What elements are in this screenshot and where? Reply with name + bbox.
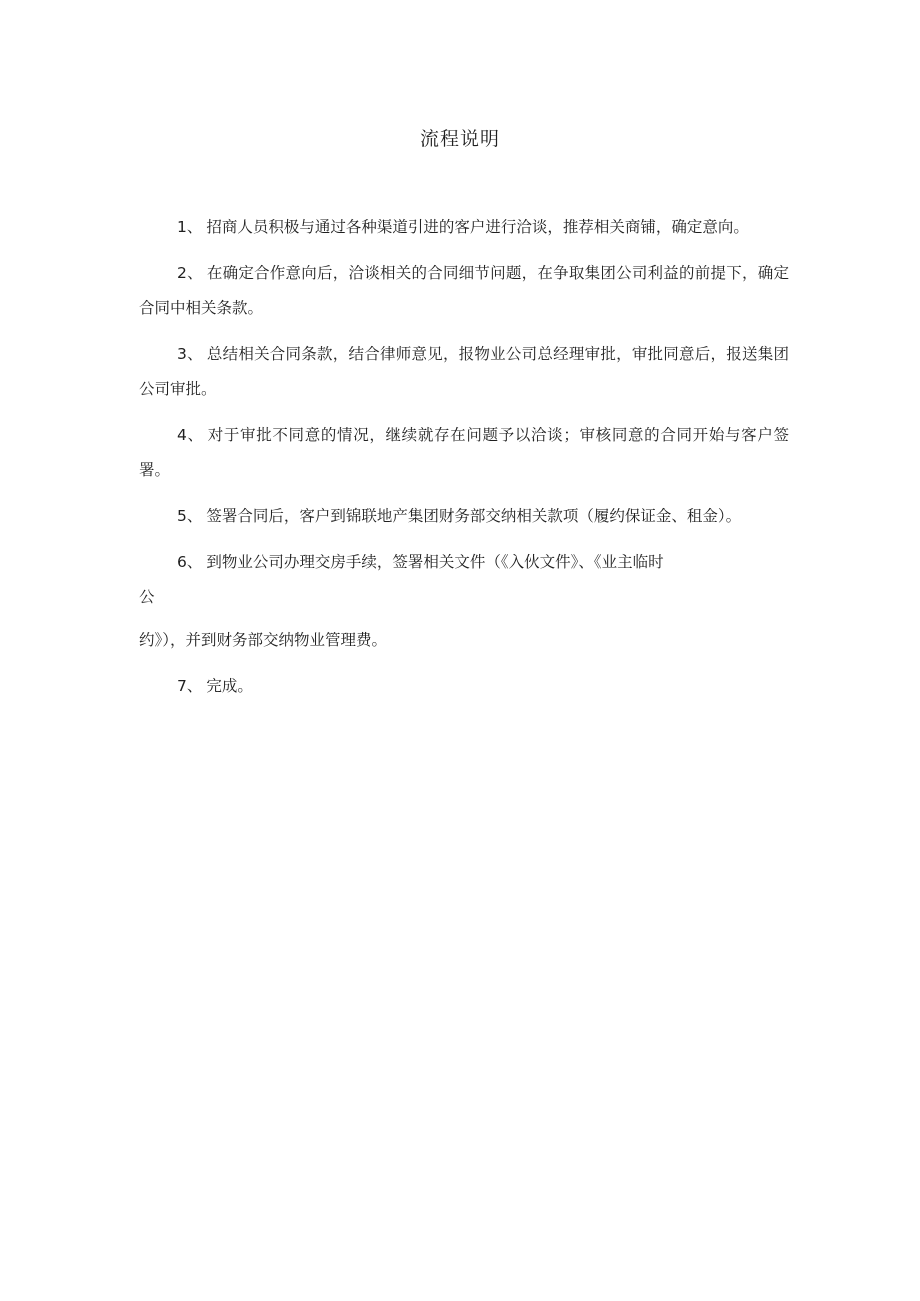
step-paragraph-6 [139, 545, 789, 658]
step-text: 总结相关合同条款，结合律师意见，报物业公司总经理审批，审批同意后，报送集团公司审批。 [139, 345, 789, 398]
document-body [139, 210, 789, 715]
step-paragraph-2 [139, 256, 789, 326]
step-line-1 [139, 545, 789, 580]
step-paragraph-4 [139, 418, 789, 488]
step-number: 2、 [177, 264, 203, 282]
step-number: 6、 [177, 553, 203, 571]
step-number: 7、 [177, 677, 203, 695]
step-paragraph-3 [139, 337, 789, 407]
step-paragraph-5 [139, 499, 789, 534]
step-number: 3、 [177, 345, 203, 363]
step-number: 5、 [177, 507, 203, 525]
document-title: 流程说明 [419, 128, 500, 150]
step-text: 签署合同后，客户到锦联地产集团财务部交纳相关款项（履约保证金、租金）。 [206, 507, 742, 525]
step-text: 对于审批不同意的情况，继续就存在问题予以洽谈；审核同意的合同开始与客户签署。 [139, 426, 789, 479]
step-line-3: 约》），并到财务部交纳物业管理费。 [139, 631, 388, 649]
step-number: 4、 [177, 426, 204, 444]
step-paragraph-7 [139, 669, 789, 704]
step-text: 招商人员积极与通过各种渠道引进的客户进行洽谈，推荐相关商铺，确定意向。 [206, 218, 749, 236]
step-text: 完成。 [206, 677, 253, 695]
step-paragraph-1 [139, 210, 789, 245]
step-number: 1、 [177, 218, 203, 236]
step-text: 在确定合作意向后，洽谈相关的合同细节问题，在争取集团公司利益的前提下，确定合同中相关条款。 [139, 264, 789, 317]
step-text: 到物业公司办理交房手续，签署相关文件（《入伙文件》、《业主临时 [206, 553, 664, 571]
step-line-2: 公 [139, 588, 155, 606]
